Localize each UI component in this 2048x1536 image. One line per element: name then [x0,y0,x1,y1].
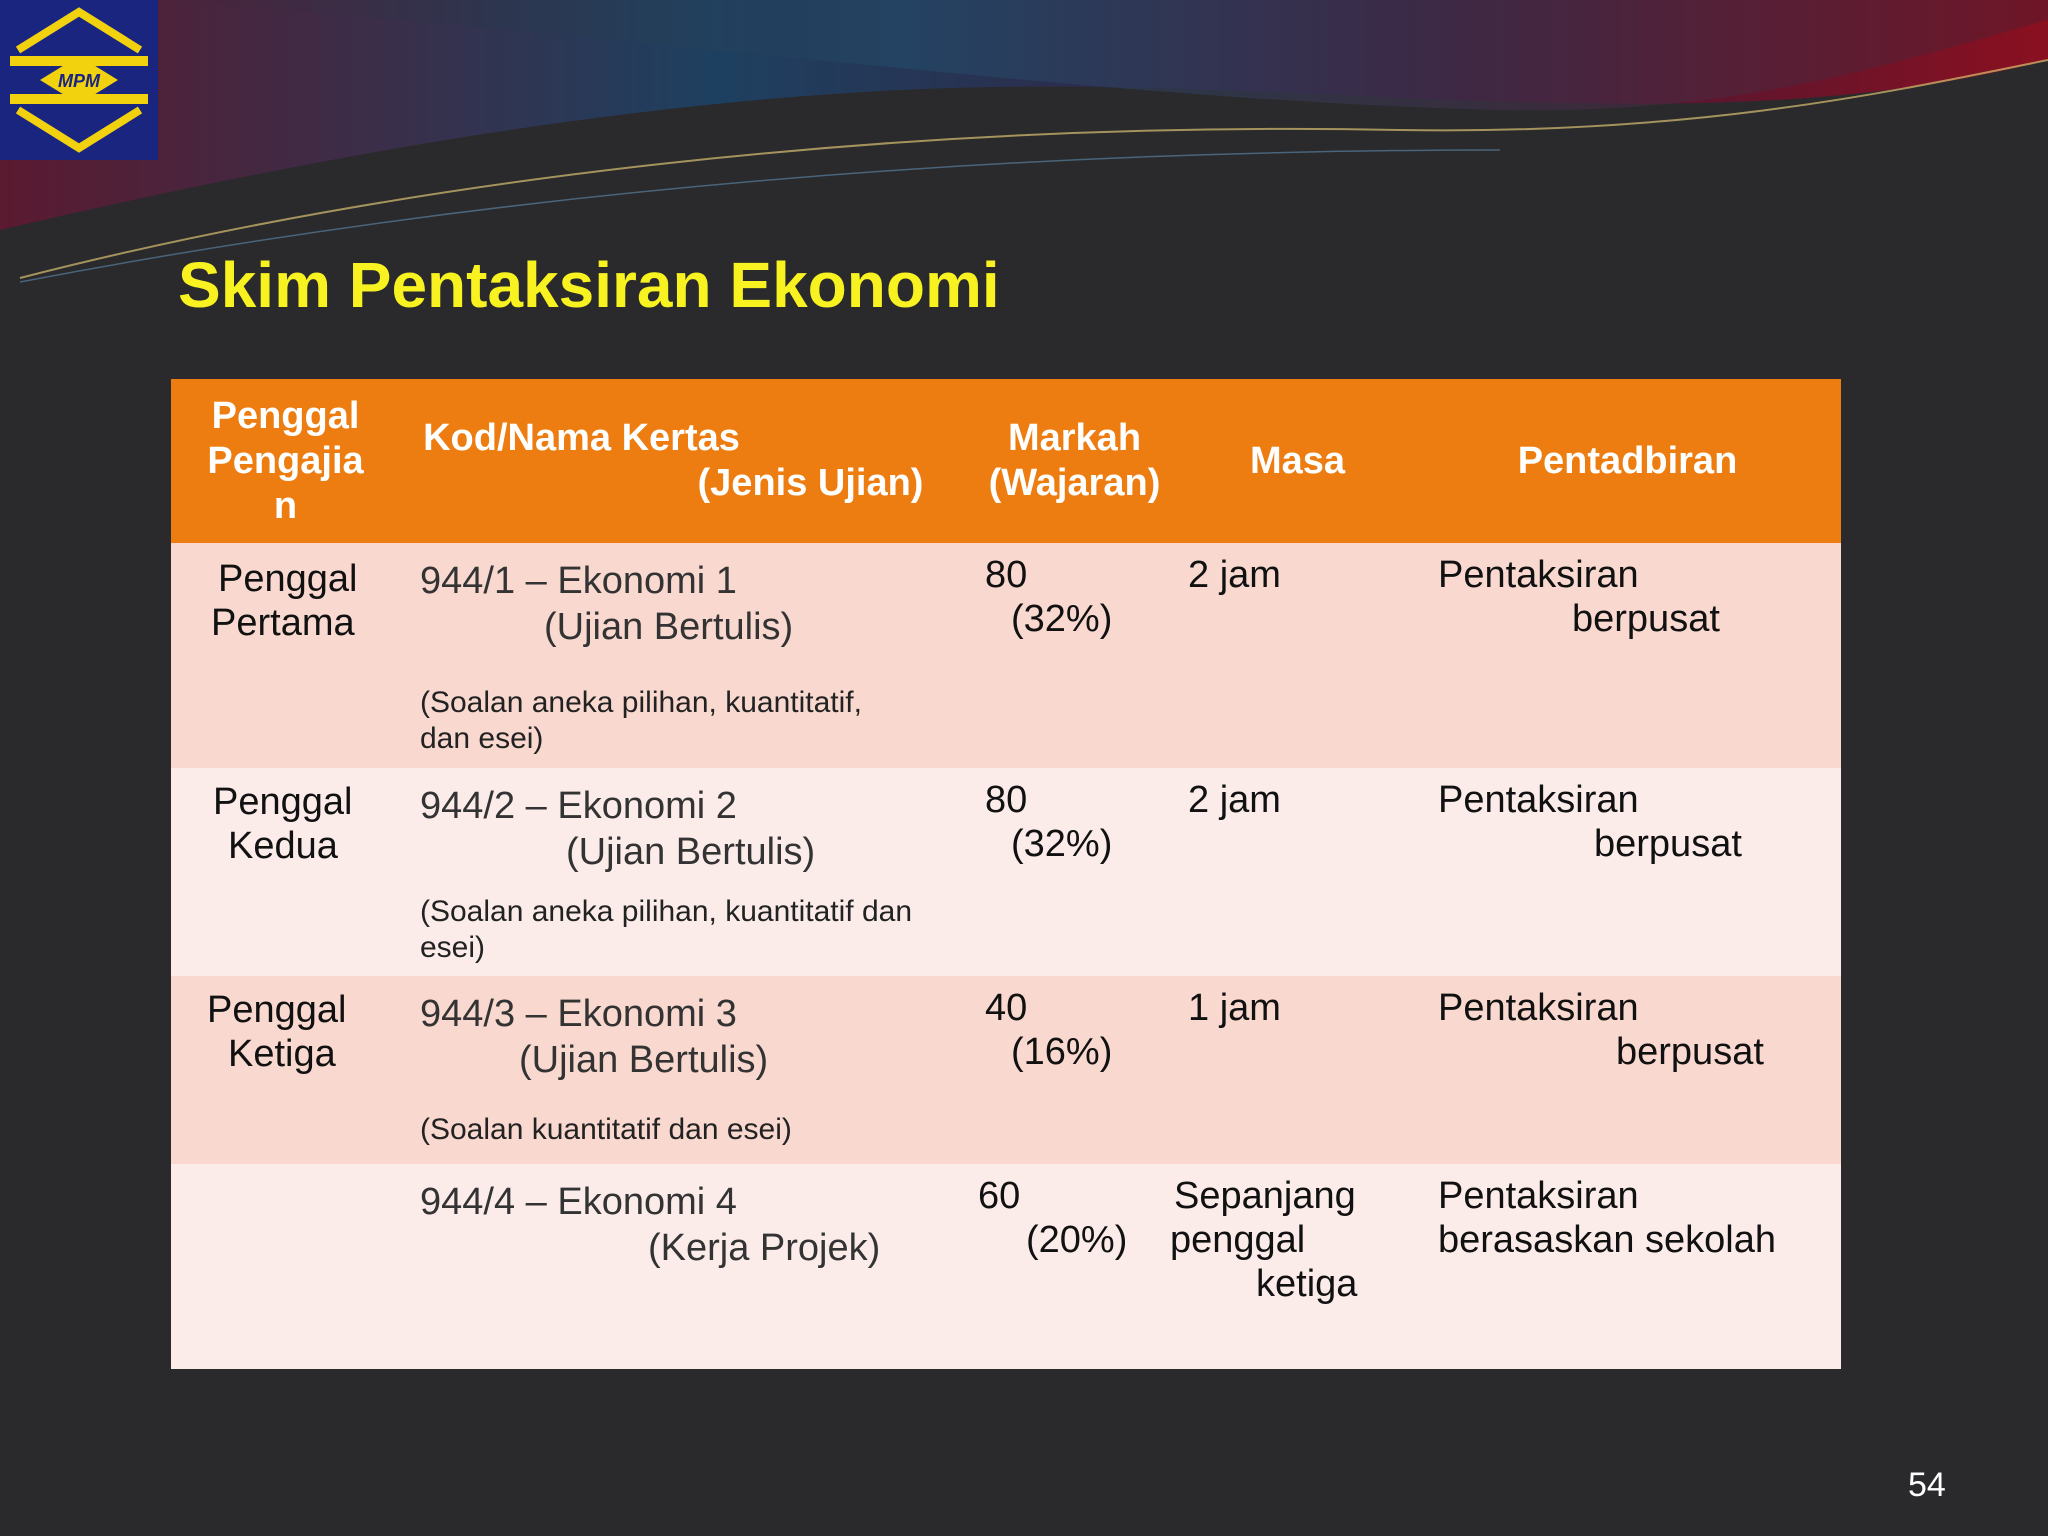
marks-cell [968,1164,1181,1369]
paper-code: 944/4 – Ekonomi 4 [420,1181,737,1223]
header-term-line: Penggal [211,394,360,437]
table-row [171,543,1841,768]
header-code [400,379,968,543]
admin-cell [1414,768,1841,976]
marks-cell [968,976,1181,1164]
term-line: Penggal [218,558,358,600]
time-cell [1181,768,1414,976]
table-row [171,768,1841,976]
admin-line: Pentaksiran [1438,1175,1639,1217]
admin-cell [1414,976,1841,1164]
time-cell [1181,543,1414,768]
time-line: penggal [1170,1219,1306,1261]
paper-type: (Ujian Bertulis) [566,831,816,873]
admin-line: berasaskan sekolah [1438,1219,1776,1261]
term-cell [171,543,400,768]
term-line: Pertama [211,602,355,644]
paper-code: 944/3 – Ekonomi 3 [420,993,737,1035]
header-admin: Pentadbiran [1517,439,1738,482]
paper-cell [400,1164,968,1369]
header-term-line: Pengajia [207,439,364,482]
paper-note: (Soalan aneka pilihan, kuantitatif dan esei) [420,895,913,964]
page-number: 54 [1908,1466,1946,1504]
admin-line: Pentaksiran [1438,554,1639,596]
time-cell [1170,1164,1414,1369]
header-term-line: n [273,484,298,527]
paper-cell [400,768,968,976]
time-line: Sepanjang [1174,1175,1356,1217]
paper-type: (Kerja Projek) [648,1227,881,1269]
table-header-row [171,379,1841,543]
svg-text:MPM: MPM [58,71,100,91]
admin-cell [1414,1164,1841,1369]
term-line: Penggal [213,781,353,823]
header-marks [968,379,1181,543]
term-line: Penggal [207,989,347,1031]
admin-line: berpusat [1572,598,1720,640]
term-line: Kedua [228,825,338,867]
header-code-line: Kod/Nama Kertas [423,417,740,459]
time-cell [1181,976,1414,1164]
paper-cell [400,976,968,1164]
header-code-line: (Jenis Ujian) [697,462,924,504]
marks-cell [968,768,1181,976]
header-marks-line: (Wajaran) [988,462,1161,504]
header-marks-line: Markah [1007,417,1142,459]
paper-code: 944/1 – Ekonomi 1 [420,560,737,602]
term-cell [171,976,400,1164]
admin-cell [1414,543,1841,768]
marks-value: 40 [985,987,1028,1029]
admin-line: berpusat [1616,1031,1764,1073]
paper-type: (Ujian Bertulis) [519,1039,769,1081]
header-time: Masa [1249,439,1346,482]
time-line: 1 jam [1188,987,1281,1029]
time-line: 2 jam [1188,779,1281,821]
mpm-logo [0,0,158,160]
marks-cell [968,543,1181,768]
term-line: Ketiga [228,1033,336,1075]
marks-weight: (20%) [1026,1219,1128,1261]
paper-cell [400,543,968,768]
admin-line: berpusat [1594,823,1742,865]
paper-type: (Ujian Bertulis) [544,606,794,648]
marks-value: 80 [985,779,1028,821]
header-term [171,379,400,543]
marks-weight: (32%) [1011,823,1113,865]
time-line: ketiga [1256,1263,1358,1305]
admin-line: Pentaksiran [1438,987,1639,1029]
time-line: 2 jam [1188,554,1281,596]
table-row [171,1164,1841,1369]
slide-title: Skim Pentaksiran Ekonomi [178,249,1000,321]
paper-note: (Soalan kuantitatif dan esei) [420,1113,792,1146]
term-cell [171,768,400,976]
marks-weight: (32%) [1011,598,1113,640]
term-cell [171,1164,400,1369]
marks-weight: (16%) [1011,1031,1113,1073]
paper-note: (Soalan aneka pilihan, kuantitatif, dan esei) [420,686,862,755]
assessment-table [171,379,1841,1369]
marks-value: 60 [978,1175,1021,1217]
table-row [171,976,1841,1164]
paper-code: 944/2 – Ekonomi 2 [420,785,737,827]
marks-value: 80 [985,554,1028,596]
admin-line: Pentaksiran [1438,779,1639,821]
